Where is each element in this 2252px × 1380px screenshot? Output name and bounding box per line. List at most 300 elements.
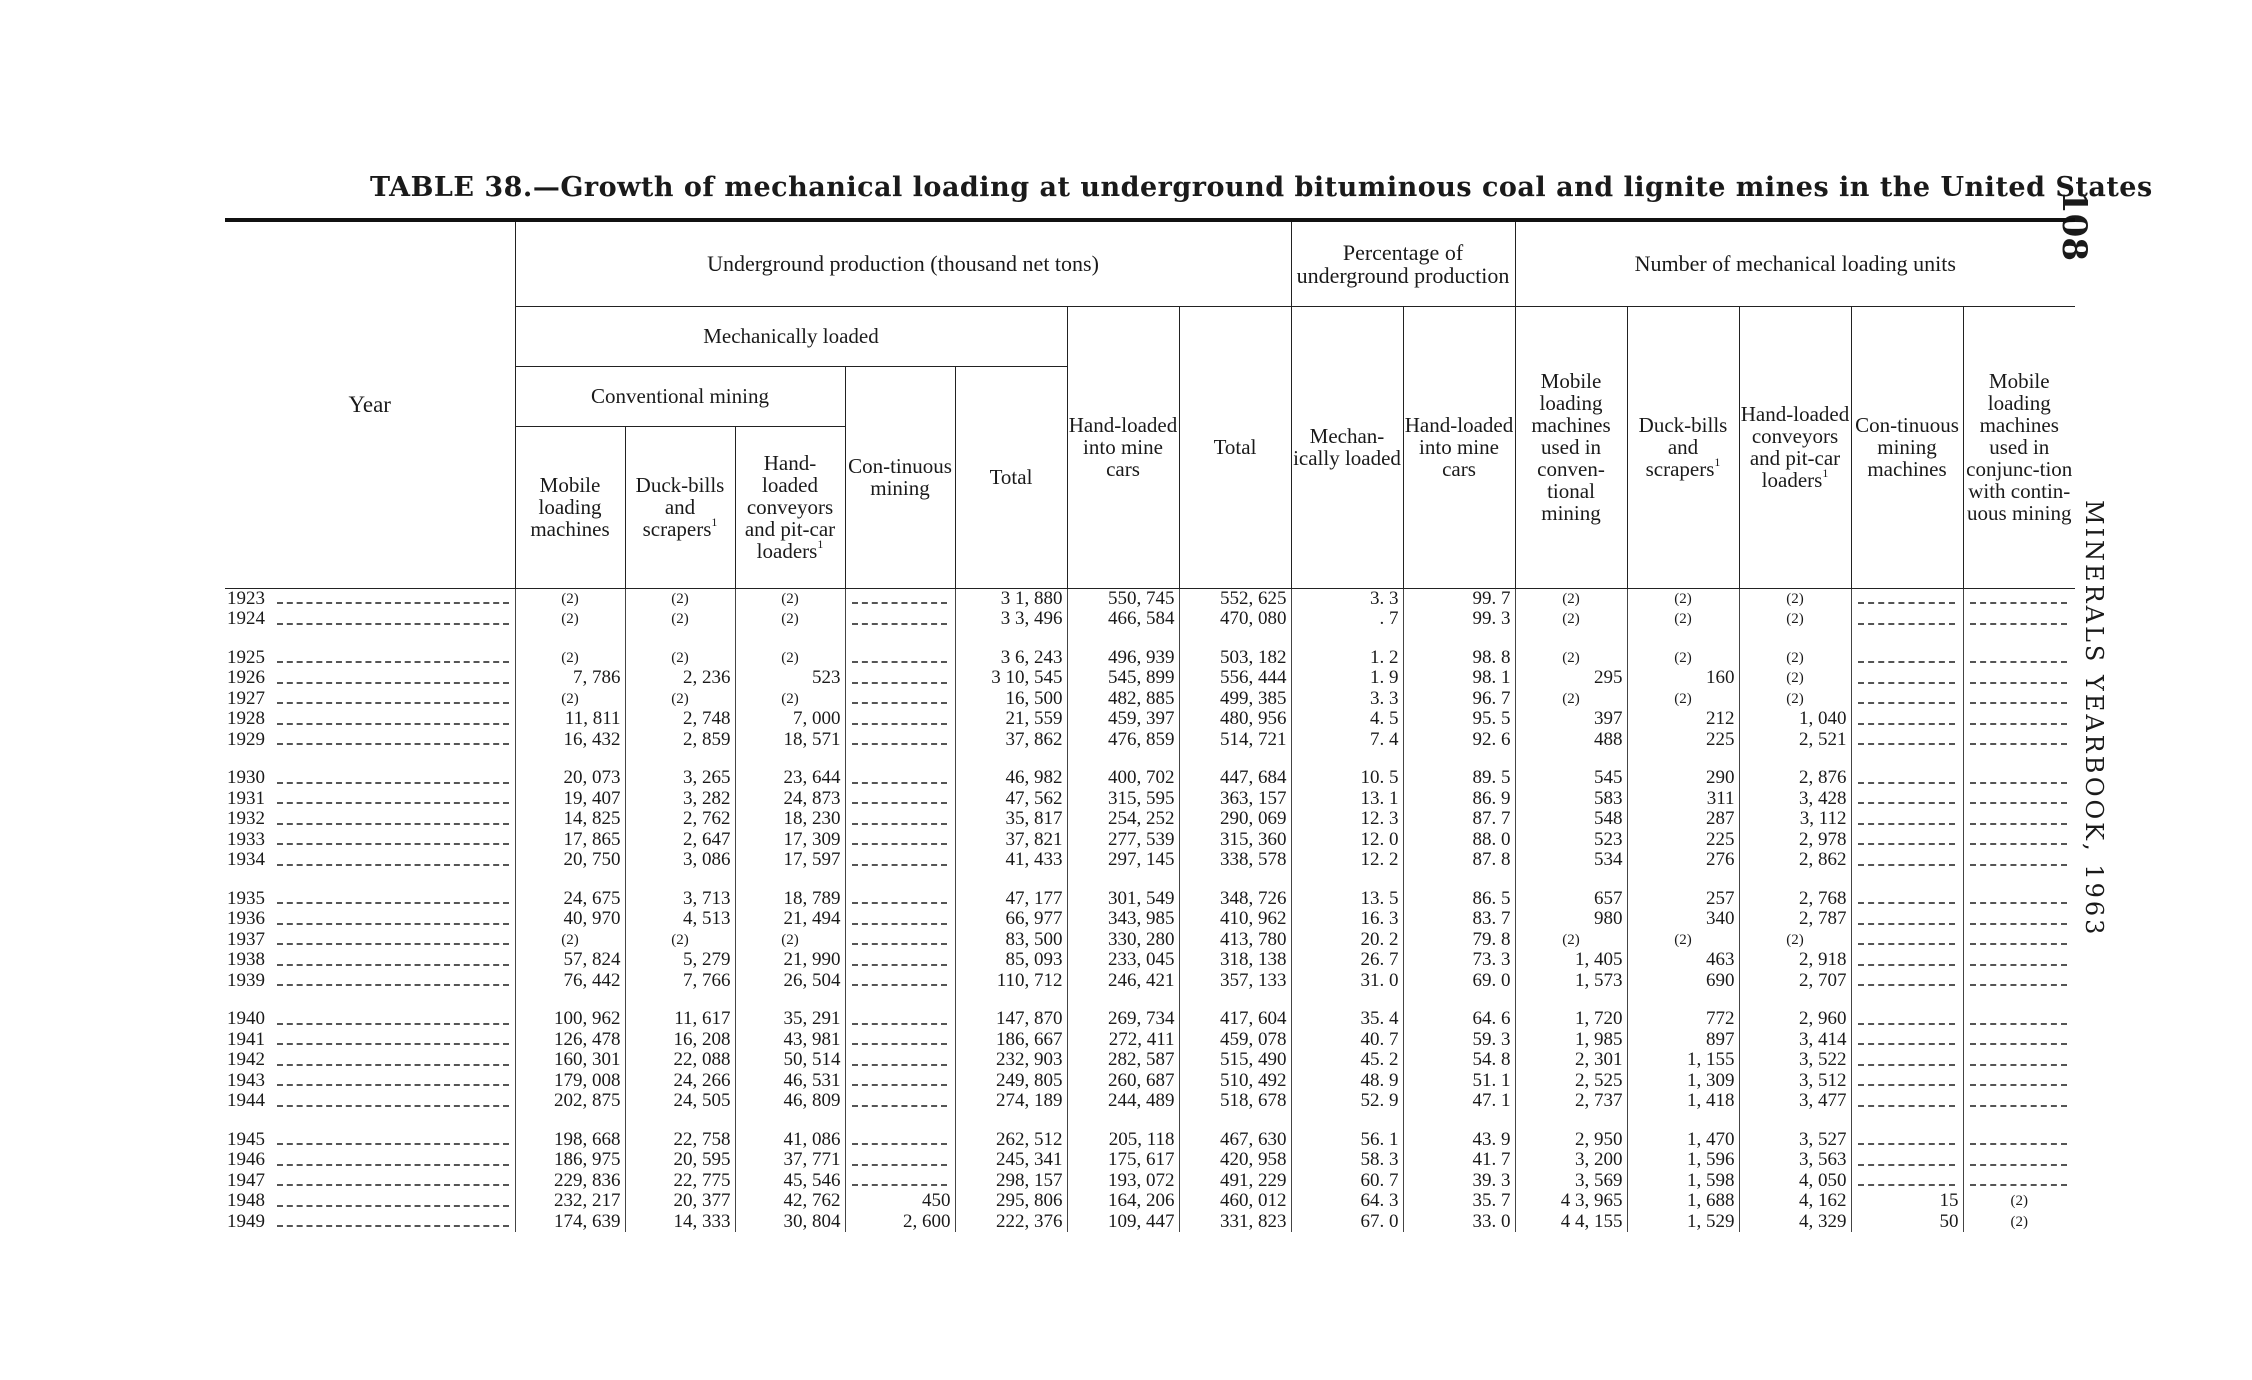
spacer-cell <box>1851 871 1963 889</box>
cell-c14 <box>1963 889 2075 910</box>
cell-c7: 480, 956 <box>1179 709 1291 730</box>
cell-c7: 515, 490 <box>1179 1050 1291 1071</box>
header-units-duckbills <box>1627 306 1739 588</box>
cell-c6: 205, 118 <box>1067 1130 1179 1151</box>
cell-c8: 48. 9 <box>1291 1071 1403 1092</box>
cell-c2: 20, 377 <box>625 1191 735 1212</box>
cell-c10: 534 <box>1515 850 1627 871</box>
cell-c6: 277, 539 <box>1067 830 1179 851</box>
cell-c11: 225 <box>1627 730 1739 751</box>
cell-c1: 232, 217 <box>515 1191 625 1212</box>
spacer-cell <box>735 871 845 889</box>
cell-c6: 315, 595 <box>1067 789 1179 810</box>
spacer-cell <box>515 750 625 768</box>
year-cell <box>225 1091 515 1112</box>
cell-c5: 41, 433 <box>955 850 1067 871</box>
cell-c5: 298, 157 <box>955 1171 1067 1192</box>
header-units-mobile-continuous: Mobile loading machines used in conjunc-tion with contin-uous mining <box>1963 306 2075 588</box>
cell-c2: 2, 236 <box>625 668 735 689</box>
header-total-mechanical: Total <box>955 366 1067 588</box>
cell-c5: 3 6, 243 <box>955 648 1067 669</box>
cell-c12: 3, 477 <box>1739 1091 1851 1112</box>
year-label: 1938 <box>227 950 265 970</box>
cell-c9: 87. 7 <box>1403 809 1515 830</box>
cell-c12: 3, 414 <box>1739 1030 1851 1051</box>
year-cell <box>225 588 515 609</box>
page-number: 108 <box>2054 190 2094 261</box>
cell-c4 <box>845 1091 955 1112</box>
spacer-cell <box>1403 991 1515 1009</box>
spacer-cell <box>845 1112 955 1130</box>
year-cell <box>225 950 515 971</box>
cell-c4 <box>845 1171 955 1192</box>
cell-c8: 3. 3 <box>1291 588 1403 609</box>
cell-c1: 179, 008 <box>515 1071 625 1092</box>
cell-c12: 2, 707 <box>1739 971 1851 992</box>
cell-c7: 467, 630 <box>1179 1130 1291 1151</box>
cell-c9: 89. 5 <box>1403 768 1515 789</box>
cell-c3: 42, 762 <box>735 1191 845 1212</box>
year-label: 1929 <box>227 729 265 750</box>
year-cell <box>225 1171 515 1192</box>
cell-c1: 57, 824 <box>515 950 625 971</box>
cell-c12: 4, 050 <box>1739 1171 1851 1192</box>
cell-c13 <box>1851 1009 1963 1030</box>
spacer-cell <box>1291 750 1403 768</box>
cell-c11: (2) <box>1627 648 1739 669</box>
cell-c6: 233, 045 <box>1067 950 1179 971</box>
cell-c10: 488 <box>1515 730 1627 751</box>
cell-c14 <box>1963 588 2075 609</box>
cell-c6: 282, 587 <box>1067 1050 1179 1071</box>
cell-c4 <box>845 1050 955 1071</box>
running-head: MINERALS YEARBOOK, 1963 <box>2080 500 2108 938</box>
cell-c8: 13. 5 <box>1291 889 1403 910</box>
cell-c13 <box>1851 1130 1963 1151</box>
cell-c12: 2, 918 <box>1739 950 1851 971</box>
cell-c2: 4, 513 <box>625 909 735 930</box>
cell-c1: 14, 825 <box>515 809 625 830</box>
cell-c7: 413, 780 <box>1179 930 1291 951</box>
cell-c7: 556, 444 <box>1179 668 1291 689</box>
spacer-cell <box>625 871 735 889</box>
cell-c4 <box>845 971 955 992</box>
header-year: Year <box>225 222 515 588</box>
cell-c14 <box>1963 1171 2075 1192</box>
year-label: 1948 <box>227 1191 265 1211</box>
cell-c11: 311 <box>1627 789 1739 810</box>
table-row <box>225 1150 2075 1171</box>
cell-c9: 47. 1 <box>1403 1091 1515 1112</box>
cell-c10: 4 3, 965 <box>1515 1191 1627 1212</box>
spacer-cell <box>1851 991 1963 1009</box>
cell-c13 <box>1851 1030 1963 1051</box>
spacer-cell <box>845 750 955 768</box>
group-spacer <box>225 630 2075 648</box>
cell-c10: 3, 569 <box>1515 1171 1627 1192</box>
cell-c9: 95. 5 <box>1403 709 1515 730</box>
cell-c9: 33. 0 <box>1403 1212 1515 1233</box>
cell-c11: 276 <box>1627 850 1739 871</box>
header-total-production: Total <box>1179 306 1291 588</box>
header-pct-mechanically-loaded: Mechan-ically loaded <box>1291 306 1403 588</box>
year-cell <box>225 889 515 910</box>
spacer-cell <box>1067 1112 1179 1130</box>
table-row <box>225 609 2075 630</box>
spacer-cell <box>625 1112 735 1130</box>
cell-c4 <box>845 1071 955 1092</box>
year-label: 1927 <box>227 688 265 709</box>
year-label: 1936 <box>227 909 265 929</box>
cell-c7: 331, 823 <box>1179 1212 1291 1233</box>
cell-c11: 340 <box>1627 909 1739 930</box>
spacer-cell <box>1291 630 1403 648</box>
cell-c5: 21, 559 <box>955 709 1067 730</box>
cell-c5: 16, 500 <box>955 689 1067 710</box>
spacer-cell <box>1067 750 1179 768</box>
cell-c13 <box>1851 909 1963 930</box>
cell-c7: 459, 078 <box>1179 1030 1291 1051</box>
cell-c1: 20, 750 <box>515 850 625 871</box>
cell-c5: 262, 512 <box>955 1130 1067 1151</box>
cell-c14 <box>1963 809 2075 830</box>
cell-c3: 30, 804 <box>735 1212 845 1233</box>
cell-c3: (2) <box>735 588 845 609</box>
cell-c10: 2, 737 <box>1515 1091 1627 1112</box>
cell-c9: 54. 8 <box>1403 1050 1515 1071</box>
spacer-cell <box>1515 991 1627 1009</box>
cell-c14 <box>1963 1130 2075 1151</box>
cell-c6: 175, 617 <box>1067 1150 1179 1171</box>
cell-c4 <box>845 588 955 609</box>
cell-c12: 2, 787 <box>1739 909 1851 930</box>
cell-c14 <box>1963 789 2075 810</box>
spacer-cell <box>625 750 735 768</box>
cell-c11: 225 <box>1627 830 1739 851</box>
footnote-mark: 1 <box>1822 466 1829 481</box>
cell-c7: 315, 360 <box>1179 830 1291 851</box>
cell-c13 <box>1851 809 1963 830</box>
cell-c3: 43, 981 <box>735 1030 845 1051</box>
cell-c1: 20, 073 <box>515 768 625 789</box>
spacer-cell <box>1627 871 1739 889</box>
cell-c3: 7, 000 <box>735 709 845 730</box>
spacer-cell <box>735 630 845 648</box>
year-label: 1941 <box>227 1029 265 1050</box>
spacer-cell <box>1179 630 1291 648</box>
table-row <box>225 689 2075 710</box>
spacer-cell <box>735 1112 845 1130</box>
spacer-cell <box>225 991 515 1009</box>
cell-c10: 583 <box>1515 789 1627 810</box>
cell-c10: (2) <box>1515 930 1627 951</box>
cell-c13 <box>1851 730 1963 751</box>
cell-c1: 40, 970 <box>515 909 625 930</box>
year-cell <box>225 1009 515 1030</box>
cell-c12: 2, 960 <box>1739 1009 1851 1030</box>
header-mechanically-loaded: Mechanically loaded <box>515 306 1067 366</box>
cell-c13 <box>1851 668 1963 689</box>
table-row <box>225 709 2075 730</box>
cell-c9: 99. 7 <box>1403 588 1515 609</box>
cell-c3: 37, 771 <box>735 1150 845 1171</box>
cell-c7: 510, 492 <box>1179 1071 1291 1092</box>
spacer-cell <box>845 871 955 889</box>
cell-c2: 22, 775 <box>625 1171 735 1192</box>
cell-c8: 52. 9 <box>1291 1091 1403 1112</box>
year-label: 1943 <box>227 1070 265 1091</box>
cell-c13: 15 <box>1851 1191 1963 1212</box>
cell-c5: 83, 500 <box>955 930 1067 951</box>
table-row <box>225 850 2075 871</box>
year-label: 1935 <box>227 888 265 909</box>
cell-c6: 459, 397 <box>1067 709 1179 730</box>
year-label: 1925 <box>227 647 265 668</box>
spacer-cell <box>625 630 735 648</box>
group-spacer <box>225 750 2075 768</box>
cell-c12: 2, 768 <box>1739 889 1851 910</box>
cell-c14 <box>1963 668 2075 689</box>
table-row <box>225 971 2075 992</box>
cell-c12: 4, 162 <box>1739 1191 1851 1212</box>
header-group-production: Underground production (thousand net tons) <box>515 222 1291 306</box>
cell-c8: 10. 5 <box>1291 768 1403 789</box>
cell-c10: 1, 573 <box>1515 971 1627 992</box>
spacer-cell <box>225 750 515 768</box>
cell-c10: 523 <box>1515 830 1627 851</box>
cell-c5: 35, 817 <box>955 809 1067 830</box>
header-conventional-mining: Conventional mining <box>515 366 845 426</box>
spacer-cell <box>225 1112 515 1130</box>
cell-c5: 232, 903 <box>955 1050 1067 1071</box>
table-row <box>225 1130 2075 1151</box>
cell-c2: 3, 265 <box>625 768 735 789</box>
cell-c13 <box>1851 588 1963 609</box>
cell-c8: 3. 3 <box>1291 689 1403 710</box>
table-row <box>225 668 2075 689</box>
cell-c6: 496, 939 <box>1067 648 1179 669</box>
cell-c10: (2) <box>1515 648 1627 669</box>
cell-c11: 257 <box>1627 889 1739 910</box>
header-continuous-mining: Con-tinuous mining <box>845 366 955 588</box>
cell-c2: 24, 505 <box>625 1091 735 1112</box>
spacer-cell <box>1851 1112 1963 1130</box>
spacer-cell <box>1963 750 2075 768</box>
cell-c1: 19, 407 <box>515 789 625 810</box>
cell-c10: (2) <box>1515 609 1627 630</box>
year-cell <box>225 809 515 830</box>
cell-c9: 64. 6 <box>1403 1009 1515 1030</box>
cell-c6: 466, 584 <box>1067 609 1179 630</box>
cell-c11: 897 <box>1627 1030 1739 1051</box>
table-row <box>225 1191 2075 1212</box>
cell-c6: 400, 702 <box>1067 768 1179 789</box>
cell-c7: 470, 080 <box>1179 609 1291 630</box>
cell-c12: 1, 040 <box>1739 709 1851 730</box>
cell-c8: 13. 1 <box>1291 789 1403 810</box>
header-group-units: Number of mechanical loading units <box>1515 222 2075 306</box>
cell-c8: 4. 5 <box>1291 709 1403 730</box>
cell-c9: 98. 8 <box>1403 648 1515 669</box>
cell-c10: 1, 405 <box>1515 950 1627 971</box>
cell-c13 <box>1851 1171 1963 1192</box>
cell-c9: 35. 7 <box>1403 1191 1515 1212</box>
cell-c5: 66, 977 <box>955 909 1067 930</box>
cell-c1: (2) <box>515 609 625 630</box>
spacer-cell <box>1627 1112 1739 1130</box>
cell-c11: 1, 688 <box>1627 1191 1739 1212</box>
cell-c14 <box>1963 1009 2075 1030</box>
year-label: 1930 <box>227 768 265 788</box>
year-cell <box>225 689 515 710</box>
spacer-cell <box>1739 1112 1851 1130</box>
cell-c10: 1, 985 <box>1515 1030 1627 1051</box>
cell-c1: (2) <box>515 648 625 669</box>
cell-c8: 7. 4 <box>1291 730 1403 751</box>
cell-c11: (2) <box>1627 609 1739 630</box>
cell-c2: 22, 088 <box>625 1050 735 1071</box>
cell-c1: 229, 836 <box>515 1171 625 1192</box>
spacer-cell <box>1627 991 1739 1009</box>
cell-c8: 26. 7 <box>1291 950 1403 971</box>
cell-c2: 14, 333 <box>625 1212 735 1233</box>
cell-c4 <box>845 768 955 789</box>
cell-c9: 83. 7 <box>1403 909 1515 930</box>
cell-c2: (2) <box>625 930 735 951</box>
cell-c11: (2) <box>1627 930 1739 951</box>
cell-c2: 3, 713 <box>625 889 735 910</box>
cell-c6: 272, 411 <box>1067 1030 1179 1051</box>
cell-c3: 18, 230 <box>735 809 845 830</box>
cell-c7: 290, 069 <box>1179 809 1291 830</box>
cell-c2: 2, 748 <box>625 709 735 730</box>
cell-c13 <box>1851 1091 1963 1112</box>
cell-c14: (2) <box>1963 1212 2075 1233</box>
spacer-cell <box>1515 630 1627 648</box>
cell-c1: (2) <box>515 689 625 710</box>
cell-c14 <box>1963 730 2075 751</box>
table-row <box>225 889 2075 910</box>
spacer-cell <box>1963 871 2075 889</box>
table-row <box>225 1212 2075 1233</box>
spacer-cell <box>1179 871 1291 889</box>
cell-c5: 295, 806 <box>955 1191 1067 1212</box>
cell-c1: 24, 675 <box>515 889 625 910</box>
year-cell <box>225 1150 515 1171</box>
cell-c11: (2) <box>1627 588 1739 609</box>
cell-c8: 60. 7 <box>1291 1171 1403 1192</box>
table-row <box>225 648 2075 669</box>
year-cell <box>225 709 515 730</box>
cell-c11: 1, 529 <box>1627 1212 1739 1233</box>
spacer-cell <box>1963 630 2075 648</box>
cell-c4 <box>845 789 955 810</box>
year-cell <box>225 609 515 630</box>
group-spacer <box>225 991 2075 1009</box>
spacer-cell <box>1851 630 1963 648</box>
cell-c7: 363, 157 <box>1179 789 1291 810</box>
cell-c2: (2) <box>625 588 735 609</box>
cell-c9: 73. 3 <box>1403 950 1515 971</box>
cell-c14 <box>1963 648 2075 669</box>
cell-c7: 514, 721 <box>1179 730 1291 751</box>
table-row <box>225 1091 2075 1112</box>
cell-c13 <box>1851 1071 1963 1092</box>
cell-c4 <box>845 1030 955 1051</box>
spacer-cell <box>625 991 735 1009</box>
cell-c11: 463 <box>1627 950 1739 971</box>
cell-c10: 657 <box>1515 889 1627 910</box>
table-row <box>225 909 2075 930</box>
cell-c6: 482, 885 <box>1067 689 1179 710</box>
cell-c14 <box>1963 930 2075 951</box>
cell-c11: 690 <box>1627 971 1739 992</box>
cell-c13 <box>1851 609 1963 630</box>
cell-c3: 23, 644 <box>735 768 845 789</box>
cell-c5: 147, 870 <box>955 1009 1067 1030</box>
cell-c1: 7, 786 <box>515 668 625 689</box>
year-cell <box>225 909 515 930</box>
cell-c6: 545, 899 <box>1067 668 1179 689</box>
cell-c11: 1, 598 <box>1627 1171 1739 1192</box>
year-cell <box>225 730 515 751</box>
cell-c11: 287 <box>1627 809 1739 830</box>
cell-c2: 20, 595 <box>625 1150 735 1171</box>
cell-c8: 35. 4 <box>1291 1009 1403 1030</box>
cell-c4 <box>845 1150 955 1171</box>
header-group-percentage: Percentage of underground production <box>1291 222 1515 306</box>
cell-c9: 99. 3 <box>1403 609 1515 630</box>
cell-c3: 50, 514 <box>735 1050 845 1071</box>
cell-c4 <box>845 1009 955 1030</box>
cell-c5: 3 1, 880 <box>955 588 1067 609</box>
spacer-cell <box>515 630 625 648</box>
table-row <box>225 1050 2075 1071</box>
cell-c6: 476, 859 <box>1067 730 1179 751</box>
year-cell <box>225 668 515 689</box>
cell-c13: 50 <box>1851 1212 1963 1233</box>
table-row <box>225 1171 2075 1192</box>
spacer-cell <box>955 871 1067 889</box>
cell-c2: (2) <box>625 648 735 669</box>
year-label: 1928 <box>227 709 265 729</box>
spacer-cell <box>1291 871 1403 889</box>
year-cell <box>225 1071 515 1092</box>
cell-c1: 202, 875 <box>515 1091 625 1112</box>
cell-c8: 12. 2 <box>1291 850 1403 871</box>
year-label: 1940 <box>227 1009 265 1029</box>
cell-c14 <box>1963 909 2075 930</box>
cell-c14 <box>1963 609 2075 630</box>
cell-c13 <box>1851 971 1963 992</box>
cell-c8: 45. 2 <box>1291 1050 1403 1071</box>
cell-c5: 85, 093 <box>955 950 1067 971</box>
cell-c14 <box>1963 709 2075 730</box>
cell-c1: 17, 865 <box>515 830 625 851</box>
cell-c13 <box>1851 1150 1963 1171</box>
cell-c4 <box>845 850 955 871</box>
cell-c4: 450 <box>845 1191 955 1212</box>
year-label: 1946 <box>227 1150 265 1170</box>
cell-c5: 47, 562 <box>955 789 1067 810</box>
cell-c13 <box>1851 930 1963 951</box>
data-table <box>225 218 2075 1232</box>
spacer-cell <box>1515 750 1627 768</box>
cell-c7: 552, 625 <box>1179 588 1291 609</box>
cell-c4 <box>845 1130 955 1151</box>
cell-c12: 3, 563 <box>1739 1150 1851 1171</box>
year-label: 1923 <box>227 588 265 609</box>
